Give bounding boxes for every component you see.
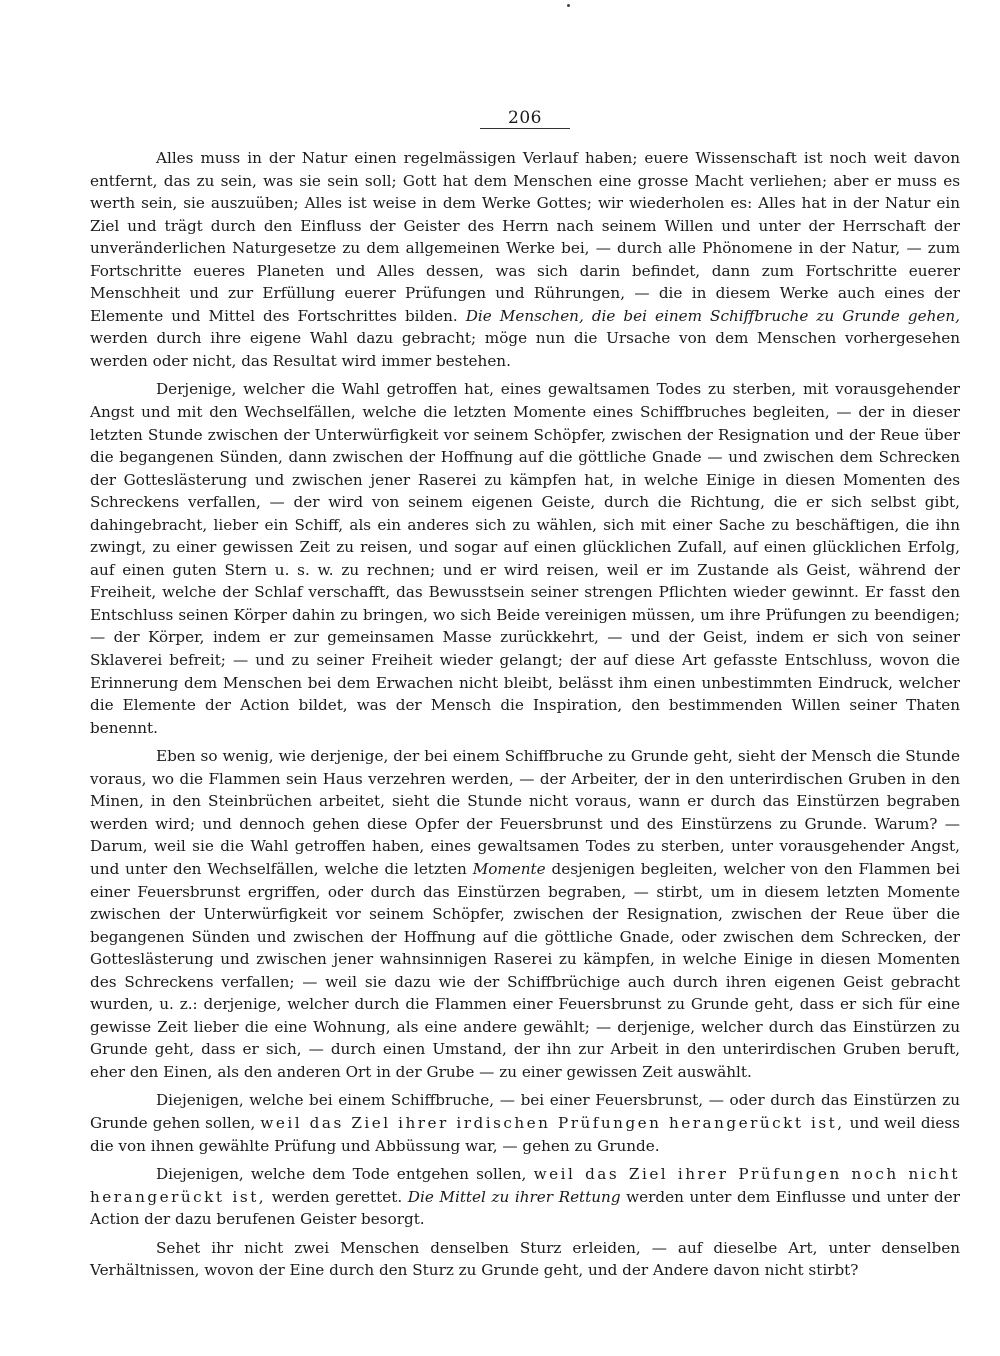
paragraph: [90, 1237, 960, 1282]
page-number-rule: [480, 128, 570, 129]
page-number: 206: [508, 108, 542, 128]
italic-text-segment: Die Menschen, die bei einem Schiffbruche zu Grunde gehen,: [465, 306, 960, 325]
spaced-emphasis-segment: weil das Ziel ihrer Prüfungen noch nicht herangerückt ist,: [90, 1165, 960, 1206]
text-segment: Diejenigen, welche bei einem Schiffbruche, — bei einer Feuersbrunst, — oder durch das Einstürzen zu Grunde gehen sollen,: [90, 1091, 960, 1132]
text-segment: desjenigen begleiten, welcher von den Flammen bei einer Feuersbrunst ergriffen, oder durch das Einstürzen begraben, — stirbt, um in diesem letzten Momente zwischen der Unterwürfigkeit vor seinem Schöpfer, zwischen der Resignation, zwischen der Reue über die begangenen Sünden und zwischen der Hoffnung auf die göttliche Gnade, oder zwischen dem Schrecken, der Gotteslästerung und zwischen jener wahnsinnigen Raserei zu kämpfen, in welche Einige in diesen Momenten des Schreckens verfallen; — weil sie dazu wie der Schiffbrüchige auch durch ihren eigenen Geist gebracht wurden, u. z.: derjenige, welcher durch die Flammen einer Feuersbrunst zu Grunde geht, dass er sich für eine gewisse Zeit lieber die eine Wohnung, als eine andere gewählt; — derjenige, welcher durch das Einstürzen zu Grunde geht, dass er sich, — durch einen Umstand, der ihn zur Arbeit in den unterirdischen Gruben beruft, eher den Einen, als den anderen Ort in der Grube — zu einer gewissen Zeit auswählt.: [90, 859, 960, 1081]
text-segment: werden gerettet.: [266, 1187, 408, 1206]
text-segment: Derjenige, welcher die Wahl getroffen hat, eines gewaltsamen Todes zu sterben, mit vorausgehender Angst und mit den Wechselfällen, welche die letzten Momente eines Schiffbruches begleiten, — der in dieser letzten Stunde zwischen der Unterwürfigkeit vor seinem Schöpfer, zwischen der Resignation und der Reue über die begangenen Sünden, dann zwischen der Hoffnung auf die göttliche Gnade — und zwischen dem Schrecken der Gotteslästerung und zwischen jener Raserei zu kämpfen hat, in welche Einige in diesen Momenten des Schreckens verfallen, — der wird von seinem eigenen Geiste, durch die Richtung, die er sich selbst gibt, dahingebracht, lieber ein Schiff, als ein anderes sich zu wählen, sich mit einer Sache zu beschäftigen, die ihn zwingt, zu einer gewissen Zeit zu reisen, und sogar auf einen glücklichen Zufall, auf einen glücklichen Erfolg, auf einen guten Stern u. s. w. zu rechnen; und er wird reisen, weil er im Zustande als Geist, während der Freiheit, welche der Schlaf verschafft, das Bewusstsein seiner strengen Pflichten wieder gewinnt. Er fasst den Entschluss seinen Körper dahin zu bringen, wo sich Beide vereinigen müssen, um ihre Prüfungen zu beendigen; — der Körper, indem er zur gemeinsamen Masse zurückkehrt, — und der Geist, indem er sich von seiner Sklaverei befreit; — und zu seiner Freiheit wieder gelangt; der auf diese Art gefasste Entschluss, wovon die Erinnerung dem Menschen bei dem Erwachen nicht bleibt, belässt ihm einen unbestimmten Eindruck, welcher die Elemente der Action bildet, was der Mensch die Inspiration, den bestimmenden Willen seiner Thaten benennt.: [90, 380, 960, 737]
spaced-emphasis-segment: weil das Ziel ihrer irdischen Prüfungen herangerückt ist,: [260, 1113, 845, 1132]
text-segment: Eben so wenig, wie derjenige, der bei einem Schiffbruche zu Grunde geht, sieht der Mensch die Stunde voraus, wo die Flammen sein Haus verzehren werden, — der Arbeiter, der in den unterirdischen Gruben in den Minen, in den Steinbrüchen arbeitet, sieht die Stunde nicht voraus, wann er durch das Einstürzen begraben werden wird; und dennoch gehen diese Opfer der Feuersbrunst und des Einstürzens zu Grunde. Warum? — Darum, weil sie die Wahl getroffen haben, eines gewaltsamen Todes zu sterben, unter vorausgehender Angst, und unter den Wechselfällen, welche die letzten: [90, 747, 960, 878]
text-segment: und weil diess die von ihnen gewählte Prüfung und Abbüssung war, — gehen zu Grunde.: [90, 1113, 960, 1155]
paragraph: [90, 745, 960, 1083]
italic-text-segment: Momente: [472, 859, 546, 878]
paragraph: [90, 1089, 960, 1157]
paragraph: [90, 378, 960, 739]
text-segment: werden unter dem Einflusse und unter der Action der dazu berufenen Geister besorgt.: [90, 1187, 960, 1229]
text-segment: werden durch ihre eigene Wahl dazu gebracht; möge nun die Ursache von dem Menschen vorhergesehen werden oder nicht, das Resultat wird immer bestehen.: [90, 329, 960, 370]
paragraph: [90, 1163, 960, 1231]
text-body: [90, 147, 960, 1288]
text-segment: Diejenigen, welche dem Tode entgehen sollen,: [156, 1165, 534, 1184]
text-segment: Alles muss in der Natur einen regelmässigen Verlauf haben; euere Wissenschaft ist noch weit davon entfernt, das zu sein, was sie sein soll; Gott hat dem Menschen eine grosse Macht verliehen; aber er muss es werth sein, sie auszuüben; Alles ist weise in dem Werke Gottes; wir wiederholen es: Alles hat in der Natur ein Ziel und trägt durch den Einfluss der Geister des Herrn nach seinem Willen und unter der Herrschaft der unveränderlichen Naturgesetze zu dem allgemeinen Werke bei, — durch alle Phönomene in der Natur, — zum Fortschritte eueres Planeten und Alles dessen, was sich darin befindet, dann zum Fortschritte euerer Menschheit und zur Erfüllung euerer Prüfungen und Rührungen, — die in diesem Werke auch eines der Elemente und Mittel des Fortschrittes bilden.: [90, 149, 960, 325]
paragraph: [90, 147, 960, 372]
italic-text-segment: Die Mittel zu ihrer Rettung: [407, 1187, 621, 1206]
text-segment: Sehet ihr nicht zwei Menschen denselben Sturz erleiden, — auf dieselbe Art, unter denselben Verhältnissen, wovon der Eine durch den Sturz zu Grunde geht, und der Andere davon nicht stirbt?: [90, 1238, 960, 1280]
print-speck: [567, 4, 570, 7]
